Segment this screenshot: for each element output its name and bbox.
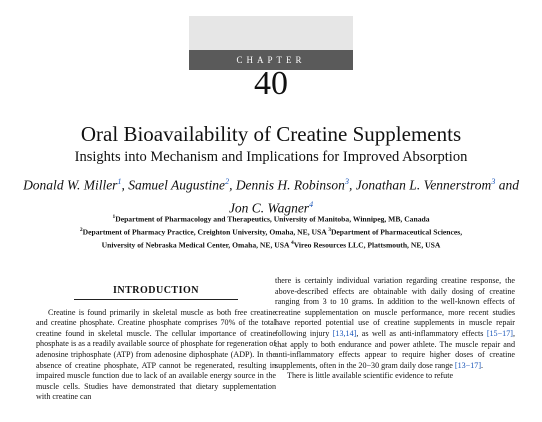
citation-link[interactable]: [15−17] xyxy=(486,328,513,338)
affil-text: Vireo Resources LLC, Plattsmouth, NE, USA xyxy=(293,240,441,250)
affil-text: University of Nebraska Medical Center, Omaha, NE, USA xyxy=(101,240,291,250)
author-separator: , xyxy=(229,177,236,193)
author-affil-sup[interactable]: 1 xyxy=(117,177,122,186)
citation-link[interactable]: [13,14] xyxy=(332,328,357,338)
section-heading: INTRODUCTION xyxy=(74,286,238,300)
author-affil-sup[interactable]: 3 xyxy=(344,177,349,186)
affil-sup: 1 xyxy=(112,214,116,220)
affil-text: Department of Pharmacology and Therapeutics, University of Manitoba, Winnipeg, MB, Canada xyxy=(115,214,430,224)
author-affil-sup[interactable]: 3 xyxy=(491,177,496,186)
affil-sup: 4 xyxy=(290,240,294,247)
affiliation-line-2 xyxy=(10,225,532,238)
author-name: Jon C. Wagner xyxy=(228,200,310,215)
affiliations xyxy=(10,212,532,251)
author-name: Samuel Augustine xyxy=(128,177,226,193)
affil-sup: 2 xyxy=(79,227,83,234)
right-column xyxy=(275,276,515,382)
author-affil-sup[interactable]: 2 xyxy=(225,177,230,186)
body-text: there is certainly individual variation regarding creatine response, the above-described effects are obtainable with daily dosing of creatine ranging from 3 to 10 grams. In addition to the well-known effects of creatine supplementation on muscle performance, more recent studies have reported potential use of creatine supplements in muscle repair following injury xyxy=(275,276,515,338)
author-separator: , xyxy=(121,177,129,193)
affil-text: Department of Pharmaceutical Sciences, xyxy=(330,227,463,237)
chapter-number: 40 xyxy=(254,65,288,102)
author-name: Dennis H. Robinson xyxy=(235,177,345,193)
author-name: Jonathan L. Vennerstrom xyxy=(355,177,492,193)
author-list xyxy=(20,172,522,217)
body-text: , as well as anti-inflammatory effects xyxy=(356,328,487,338)
body-text: , that apply to both endurance and power athlete. The muscle repair and anti-inflammatory effects appear to require higher doses of creatine supplements, often in the 20−30 gram daily dose range xyxy=(275,328,515,370)
intro-paragraph: Creatine is found primarily in skeletal muscle as both free creatine and creatine phosphate. Creatine phosphate comprises 70% of the total creatine found in skeletal muscle. The cellular importance of creatine phosphate is as a readily available source of phosphate for regeneration of adenosine triphosphate (ATP) from adenosine diphosphate (ADP). In the absence of creatine phosphate, ATP cannot be regenerated, resulting in impaired muscle function due to lack of an available energy source in the muscle cells. Studies have demonstrated that dietary supplementation with creatine can xyxy=(36,307,276,402)
affiliation-line-3 xyxy=(10,238,532,251)
body-paragraph xyxy=(275,276,515,371)
author-affil-sup[interactable]: 4 xyxy=(309,199,314,209)
paper-subtitle: Insights into Mechanism and Implications for Improved Absorption xyxy=(74,149,468,165)
affiliation-line-1 xyxy=(10,212,532,225)
citation-link[interactable]: [13−17] xyxy=(454,360,482,370)
body-text: . xyxy=(481,360,484,370)
author-name: Donald W. Miller xyxy=(23,177,118,193)
affil-sup: 3 xyxy=(328,227,331,234)
author-separator: , xyxy=(348,177,356,193)
affil-text: Department of Pharmacy Practice, Creighton University, Omaha, NE, USA xyxy=(82,227,329,237)
paper-title: Oral Bioavailability of Creatine Supplements xyxy=(80,122,462,146)
body-paragraph: There is little available scientific evidence to refute xyxy=(287,371,454,381)
author-separator: and xyxy=(495,177,519,193)
left-column xyxy=(36,276,276,403)
chapter-label: CHAPTER xyxy=(189,50,353,70)
